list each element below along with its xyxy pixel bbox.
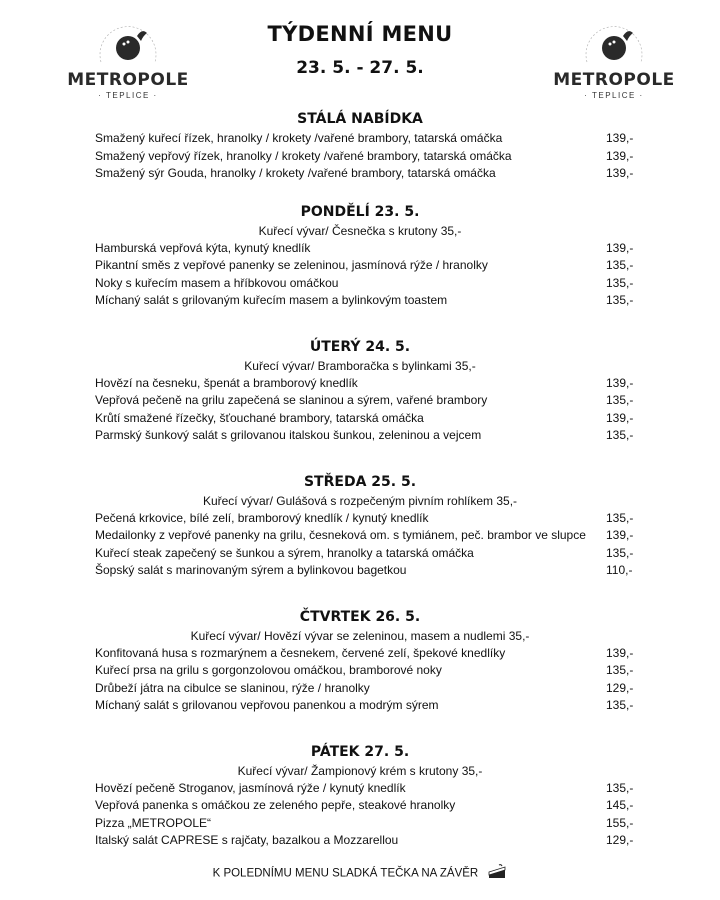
menu-list [0,108,720,850]
dish-name: Smažený kuřecí řízek, hranolky / krokety /vařené brambory, tatarská omáčka [95,131,503,145]
section-title: PONDĚLÍ 23. 5. [300,203,420,220]
dish-name: Hovězí pečeně Stroganov, jasmínová rýže / kynutý knedlík [95,780,406,795]
menu-item [0,797,720,815]
dish-price: 139,- [606,645,634,660]
dish-name: Italský salát CAPRESE s rajčaty, bazalkou a Mozzarellou [95,833,399,847]
menu-item [0,697,720,715]
dish-name: Krůtí smažené řízečky, šťouchané brambory, tatarská omáčka [95,410,424,425]
menu-item [0,545,720,563]
soup-of-the-day: Kuřecí vývar/ Žampionový krém s krutony 35,- [237,763,483,778]
cake-icon [487,863,507,884]
logo-city: · TEPLICE · [98,91,158,100]
dish-name: Smažený vepřový řízek, hranolky / krokety /vařené brambory, tatarská omáčka [95,148,512,163]
dish-name: Pečená krkovice, bílé zelí, bramborový knedlík / kynutý knedlík [95,510,429,525]
menu-item [0,562,720,580]
dish-price: 135,- [606,258,634,272]
menu-section [0,336,720,445]
dish-price: 139,- [606,528,634,542]
dish-price: 155,- [606,815,634,830]
dish-price: 135,- [606,510,634,525]
dish-name: Hamburská vepřová kýta, kynutý knedlík [95,240,311,255]
dish-price: 135,- [606,698,634,712]
dish-name: Konfitovaná husa s rozmarýnem a česnekem, červené zelí, špekové knedlíky [95,645,506,660]
menu-item [0,780,720,798]
menu-item [0,527,720,545]
soup-of-the-day: Kuřecí vývar/ Česnečka s krutony 35,- [258,223,462,238]
menu-item [0,148,720,166]
section-title: PÁTEK 27. 5. [310,743,410,760]
logo-name: METROPOLE [67,70,189,90]
dish-price: 139,- [606,240,634,255]
logo-city: · TEPLICE · [584,91,644,100]
dish-name: Míchaný salát s grilovanou vepřovou panenkou a modrým sýrem [95,698,439,712]
menu-item [0,815,720,833]
menu-section [0,471,720,580]
week-dates: 23. 5. - 27. 5. [296,58,424,78]
dish-name: Šopský salát s marinovaným sýrem a bylinkovou bagetkou [95,563,407,577]
dish-price: 139,- [606,410,634,425]
logo-name: METROPOLE [553,70,675,90]
dish-price: 129,- [606,833,634,847]
dish-price: 139,- [606,148,634,163]
dish-name: Medailonky z vepřové panenky na grilu, česneková om. s tymiánem, peč. brambor ve slupce [95,528,586,542]
soup-of-the-day: Kuřecí vývar/ Gulášová s rozpečeným pivním rohlíkem 35,- [202,493,518,508]
footer-note [0,863,720,884]
dish-name: Hovězí na česneku, špenát a bramborový knedlík [95,375,358,390]
menu-item [0,662,720,680]
dish-name: Kuřecí prsa na grilu s gorgonzolovou omáčkou, bramborové noky [95,663,442,677]
soup-of-the-day: Kuřecí vývar/ Bramboračka s bylinkami 35,- [244,358,476,373]
menu-item [0,427,720,445]
menu-item [0,240,720,258]
menu-item [0,510,720,528]
footer-text: K POLEDNÍMU MENU SLADKÁ TEČKA NA ZÁVĚR [212,867,479,880]
dish-name: Vepřová panenka s omáčkou ze zeleného pepře, steakové hranolky [95,798,456,812]
dish-price: 135,- [606,275,634,290]
dish-name: Pikantní směs z vepřové panenky se zeleninou, jasmínová rýže / hranolky [95,258,488,272]
dish-name: Smažený sýr Gouda, hranolky / krokety /vařené brambory, tatarská omáčka [95,166,496,180]
section-title: STÁLÁ NABÍDKA [297,111,423,127]
dish-price: 135,- [606,428,634,442]
dish-price: 139,- [606,375,634,390]
page-title: TÝDENNÍ MENU [267,22,453,46]
section-title: ÚTERÝ 24. 5. [309,338,411,355]
dish-price: 135,- [606,663,634,677]
dish-price: 135,- [606,393,634,407]
menu-section [0,741,720,850]
menu-section [0,108,720,183]
dish-price: 110,- [606,563,633,577]
menu-item [0,375,720,393]
dish-price: 129,- [606,680,634,695]
menu-item [0,292,720,310]
dish-name: Vepřová pečeně na grilu zapečená se slaninou a sýrem, vařené brambory [95,393,488,407]
soup-of-the-day: Kuřecí vývar/ Hovězí vývar se zeleninou, masem a nudlemi 35,- [190,628,530,643]
menu-item [0,645,720,663]
dish-price: 139,- [606,131,634,145]
menu-item [0,680,720,698]
dish-name: Pizza „METROPOLE“ [95,815,212,830]
menu-item [0,130,720,148]
dish-name: Drůbeží játra na cibulce se slaninou, rýže / hranolky [95,680,370,695]
dish-name: Kuřecí steak zapečený se šunkou a sýrem, hranolky a tatarská omáčka [95,545,474,560]
menu-section [0,201,720,310]
menu-item [0,275,720,293]
dish-price: 135,- [606,293,634,307]
dish-name: Noky s kuřecím masem a hříbkovou omáčkou [95,275,339,290]
menu-item [0,832,720,850]
menu-item [0,410,720,428]
menu-item [0,257,720,275]
dish-name: Parmský šunkový salát s grilovanou italskou šunkou, zeleninou a vejcem [95,428,482,442]
dish-price: 139,- [606,166,634,180]
menu-section [0,606,720,715]
section-title: ČTVRTEK 26. 5. [299,608,421,625]
dish-price: 135,- [606,545,634,560]
menu-item [0,165,720,183]
dish-price: 145,- [606,798,634,812]
section-title: STŘEDA 25. 5. [303,473,417,490]
dish-name: Míchaný salát s grilovaným kuřecím masem a bylinkovým toastem [95,293,448,307]
dish-price: 135,- [606,780,634,795]
menu-item [0,392,720,410]
